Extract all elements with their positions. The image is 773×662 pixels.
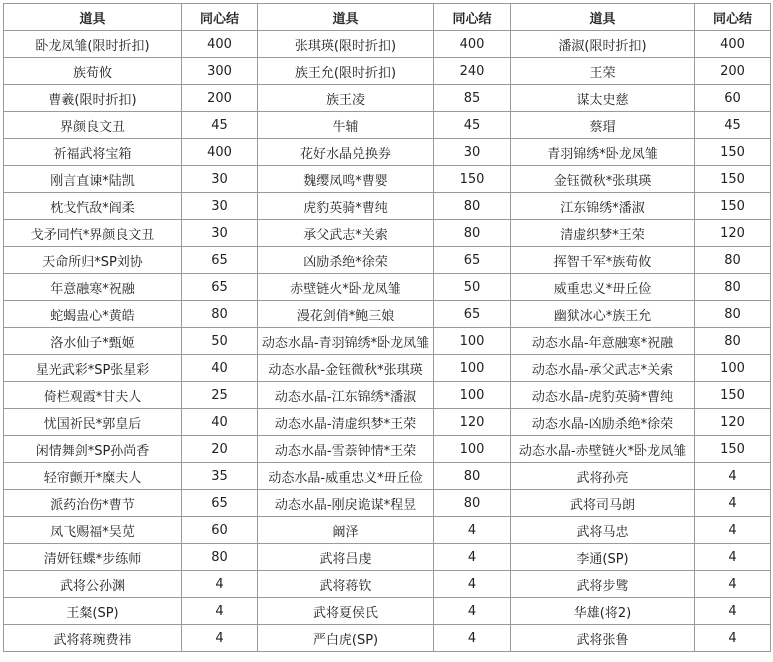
tongxinjie-cost-cell: 4 [182, 571, 258, 598]
table-row [4, 247, 771, 274]
table-row [4, 382, 771, 409]
tongxinjie-cost-cell: 30 [182, 166, 258, 193]
item-name-cell: 王粲(SP) [4, 598, 182, 625]
table-row [4, 31, 771, 58]
tongxinjie-cost-cell: 85 [434, 85, 511, 112]
tongxinjie-cost-cell: 50 [182, 328, 258, 355]
table-row [4, 85, 771, 112]
tongxinjie-cost-cell: 400 [695, 31, 771, 58]
tongxinjie-cost-cell: 100 [434, 328, 511, 355]
table-row [4, 544, 771, 571]
item-name-cell: 动态水晶-虎豹英骑*曹纯 [511, 382, 695, 409]
exchange-table [3, 3, 771, 652]
table-body [4, 31, 771, 652]
item-name-cell: 动态水晶-金钰微秋*张琪瑛 [258, 355, 434, 382]
tongxinjie-cost-cell: 65 [434, 247, 511, 274]
table-row [4, 301, 771, 328]
item-name-cell: 轻帘颤开*糜夫人 [4, 463, 182, 490]
item-name-cell: 威重忠义*毌丘俭 [511, 274, 695, 301]
table-row [4, 220, 771, 247]
tongxinjie-cost-cell: 80 [182, 301, 258, 328]
item-name-cell: 武将司马朗 [511, 490, 695, 517]
item-name-cell: 倚栏观霞*甘夫人 [4, 382, 182, 409]
tongxinjie-cost-cell: 80 [695, 301, 771, 328]
tongxinjie-cost-cell: 65 [182, 274, 258, 301]
tongxinjie-cost-cell: 30 [182, 220, 258, 247]
tongxinjie-cost-cell: 60 [695, 85, 771, 112]
tongxinjie-cost-cell: 65 [182, 490, 258, 517]
tongxinjie-cost-cell: 80 [434, 490, 511, 517]
tongxinjie-cost-cell: 4 [695, 625, 771, 652]
tongxinjie-cost-cell: 100 [434, 355, 511, 382]
item-name-cell: 阚泽 [258, 517, 434, 544]
tongxinjie-cost-cell: 4 [434, 571, 511, 598]
tongxinjie-cost-cell: 25 [182, 382, 258, 409]
item-name-cell: 承父武志*关索 [258, 220, 434, 247]
item-name-cell: 张琪瑛(限时折扣) [258, 31, 434, 58]
table-row [4, 274, 771, 301]
header-tongxinjie-3: 同心结 [695, 4, 771, 31]
tongxinjie-cost-cell: 4 [434, 517, 511, 544]
tongxinjie-cost-cell: 80 [434, 463, 511, 490]
item-name-cell: 虎豹英骑*曹纯 [258, 193, 434, 220]
header-item-2: 道具 [258, 4, 434, 31]
item-name-cell: 动态水晶-凶励杀绝*徐荣 [511, 409, 695, 436]
tongxinjie-cost-cell: 4 [434, 544, 511, 571]
table-row [4, 112, 771, 139]
tongxinjie-cost-cell: 150 [695, 382, 771, 409]
item-name-cell: 刚言直谏*陆凯 [4, 166, 182, 193]
item-name-cell: 清妍钰蝶*步练师 [4, 544, 182, 571]
item-name-cell: 武将夏侯氏 [258, 598, 434, 625]
tongxinjie-cost-cell: 200 [182, 85, 258, 112]
tongxinjie-cost-cell: 45 [434, 112, 511, 139]
table-row [4, 625, 771, 652]
tongxinjie-cost-cell: 4 [434, 598, 511, 625]
table-row [4, 139, 771, 166]
tongxinjie-cost-cell: 30 [182, 193, 258, 220]
item-name-cell: 凶励杀绝*徐荣 [258, 247, 434, 274]
item-name-cell: 漫花剑俏*鲍三娘 [258, 301, 434, 328]
header-tongxinjie-2: 同心结 [434, 4, 511, 31]
item-name-cell: 派药治伤*曹节 [4, 490, 182, 517]
table-row [4, 463, 771, 490]
item-name-cell: 江东锦绣*潘淑 [511, 193, 695, 220]
tongxinjie-cost-cell: 150 [695, 436, 771, 463]
header-tongxinjie-1: 同心结 [182, 4, 258, 31]
tongxinjie-cost-cell: 80 [695, 274, 771, 301]
item-name-cell: 金钰微秋*张琪瑛 [511, 166, 695, 193]
tongxinjie-cost-cell: 4 [695, 517, 771, 544]
item-name-cell: 蛇蝎蛊心*黄皓 [4, 301, 182, 328]
table-row [4, 355, 771, 382]
table-row [4, 436, 771, 463]
tongxinjie-cost-cell: 65 [182, 247, 258, 274]
item-name-cell: 动态水晶-威重忠义*毌丘俭 [258, 463, 434, 490]
item-name-cell: 动态水晶-承父武志*关索 [511, 355, 695, 382]
item-name-cell: 华雄(将2) [511, 598, 695, 625]
item-name-cell: 动态水晶-青羽锦绣*卧龙凤雏 [258, 328, 434, 355]
tongxinjie-cost-cell: 4 [182, 598, 258, 625]
item-name-cell: 卧龙凤雏(限时折扣) [4, 31, 182, 58]
tongxinjie-cost-cell: 100 [695, 355, 771, 382]
item-name-cell: 祈福武将宝箱 [4, 139, 182, 166]
item-name-cell: 年意融寒*祝融 [4, 274, 182, 301]
item-name-cell: 牛辅 [258, 112, 434, 139]
tongxinjie-cost-cell: 400 [182, 139, 258, 166]
item-name-cell: 王荣 [511, 58, 695, 85]
tongxinjie-cost-cell: 45 [695, 112, 771, 139]
tongxinjie-cost-cell: 80 [695, 247, 771, 274]
table-row [4, 409, 771, 436]
tongxinjie-cost-cell: 4 [695, 544, 771, 571]
item-name-cell: 曹羲(限时折扣) [4, 85, 182, 112]
item-name-cell: 动态水晶-江东锦绣*潘淑 [258, 382, 434, 409]
table-row [4, 328, 771, 355]
tongxinjie-cost-cell: 80 [182, 544, 258, 571]
tongxinjie-cost-cell: 150 [695, 193, 771, 220]
item-name-cell: 武将步骘 [511, 571, 695, 598]
item-name-cell: 忧国祈民*郭皇后 [4, 409, 182, 436]
item-name-cell: 界颜良文丑 [4, 112, 182, 139]
tongxinjie-cost-cell: 80 [695, 328, 771, 355]
item-name-cell: 天命所归*SP刘协 [4, 247, 182, 274]
tongxinjie-cost-cell: 80 [434, 193, 511, 220]
item-name-cell: 武将张鲁 [511, 625, 695, 652]
item-name-cell: 枕戈忾敌*阎柔 [4, 193, 182, 220]
table-row [4, 598, 771, 625]
item-name-cell: 动态水晶-清虚织梦*王荣 [258, 409, 434, 436]
item-name-cell: 动态水晶-雪萘钟情*王荣 [258, 436, 434, 463]
tongxinjie-cost-cell: 120 [695, 220, 771, 247]
tongxinjie-cost-cell: 40 [182, 355, 258, 382]
item-name-cell: 严白虎(SP) [258, 625, 434, 652]
tongxinjie-cost-cell: 120 [695, 409, 771, 436]
tongxinjie-cost-cell: 40 [182, 409, 258, 436]
tongxinjie-cost-cell: 150 [695, 139, 771, 166]
tongxinjie-cost-cell: 4 [695, 598, 771, 625]
tongxinjie-cost-cell: 300 [182, 58, 258, 85]
header-item-1: 道具 [4, 4, 182, 31]
tongxinjie-cost-cell: 150 [695, 166, 771, 193]
item-name-cell: 花好水晶兑换券 [258, 139, 434, 166]
tongxinjie-cost-cell: 4 [695, 490, 771, 517]
item-name-cell: 挥智千军*族荀攸 [511, 247, 695, 274]
item-name-cell: 族荀攸 [4, 58, 182, 85]
table-row [4, 571, 771, 598]
table-row [4, 58, 771, 85]
item-name-cell: 闲情舞剑*SP孙尚香 [4, 436, 182, 463]
table-row [4, 193, 771, 220]
item-name-cell: 赤壁链火*卧龙凤雏 [258, 274, 434, 301]
item-name-cell: 洛水仙子*甄姬 [4, 328, 182, 355]
item-name-cell: 星光武彩*SP张星彩 [4, 355, 182, 382]
item-name-cell: 动态水晶-刚戾诡谋*程昱 [258, 490, 434, 517]
item-name-cell: 蔡瑁 [511, 112, 695, 139]
item-name-cell: 青羽锦绣*卧龙凤雏 [511, 139, 695, 166]
tongxinjie-cost-cell: 240 [434, 58, 511, 85]
tongxinjie-cost-cell: 30 [434, 139, 511, 166]
item-name-cell: 动态水晶-赤壁链火*卧龙凤雏 [511, 436, 695, 463]
item-name-cell: 潘淑(限时折扣) [511, 31, 695, 58]
table-row [4, 517, 771, 544]
tongxinjie-cost-cell: 100 [434, 436, 511, 463]
tongxinjie-cost-cell: 45 [182, 112, 258, 139]
tongxinjie-cost-cell: 4 [695, 571, 771, 598]
item-name-cell: 武将蒋钦 [258, 571, 434, 598]
item-name-cell: 武将马忠 [511, 517, 695, 544]
item-name-cell: 戈矛同忾*界颜良文丑 [4, 220, 182, 247]
item-name-cell: 李通(SP) [511, 544, 695, 571]
tongxinjie-cost-cell: 400 [434, 31, 511, 58]
item-name-cell: 族王允(限时折扣) [258, 58, 434, 85]
tongxinjie-cost-cell: 60 [182, 517, 258, 544]
item-name-cell: 动态水晶-年意融寒*祝融 [511, 328, 695, 355]
tongxinjie-cost-cell: 400 [182, 31, 258, 58]
header-item-3: 道具 [511, 4, 695, 31]
item-name-cell: 武将公孙渊 [4, 571, 182, 598]
tongxinjie-cost-cell: 4 [182, 625, 258, 652]
item-name-cell: 魏缨凤鸣*曹婴 [258, 166, 434, 193]
tongxinjie-cost-cell: 4 [695, 463, 771, 490]
table-row [4, 166, 771, 193]
item-name-cell: 幽狱冰心*族王允 [511, 301, 695, 328]
item-name-cell: 武将孙亮 [511, 463, 695, 490]
header-row [4, 4, 771, 31]
tongxinjie-cost-cell: 200 [695, 58, 771, 85]
item-name-cell: 武将蒋琬费祎 [4, 625, 182, 652]
tongxinjie-cost-cell: 65 [434, 301, 511, 328]
item-name-cell: 谋太史慈 [511, 85, 695, 112]
tongxinjie-cost-cell: 50 [434, 274, 511, 301]
tongxinjie-cost-cell: 120 [434, 409, 511, 436]
tongxinjie-cost-cell: 35 [182, 463, 258, 490]
item-name-cell: 清虚织梦*王荣 [511, 220, 695, 247]
tongxinjie-cost-cell: 20 [182, 436, 258, 463]
tongxinjie-cost-cell: 4 [434, 625, 511, 652]
tongxinjie-cost-cell: 150 [434, 166, 511, 193]
item-name-cell: 族王凌 [258, 85, 434, 112]
tongxinjie-cost-cell: 80 [434, 220, 511, 247]
tongxinjie-cost-cell: 100 [434, 382, 511, 409]
item-name-cell: 武将吕虔 [258, 544, 434, 571]
item-name-cell: 凤飞赐福*吴苋 [4, 517, 182, 544]
table-row [4, 490, 771, 517]
